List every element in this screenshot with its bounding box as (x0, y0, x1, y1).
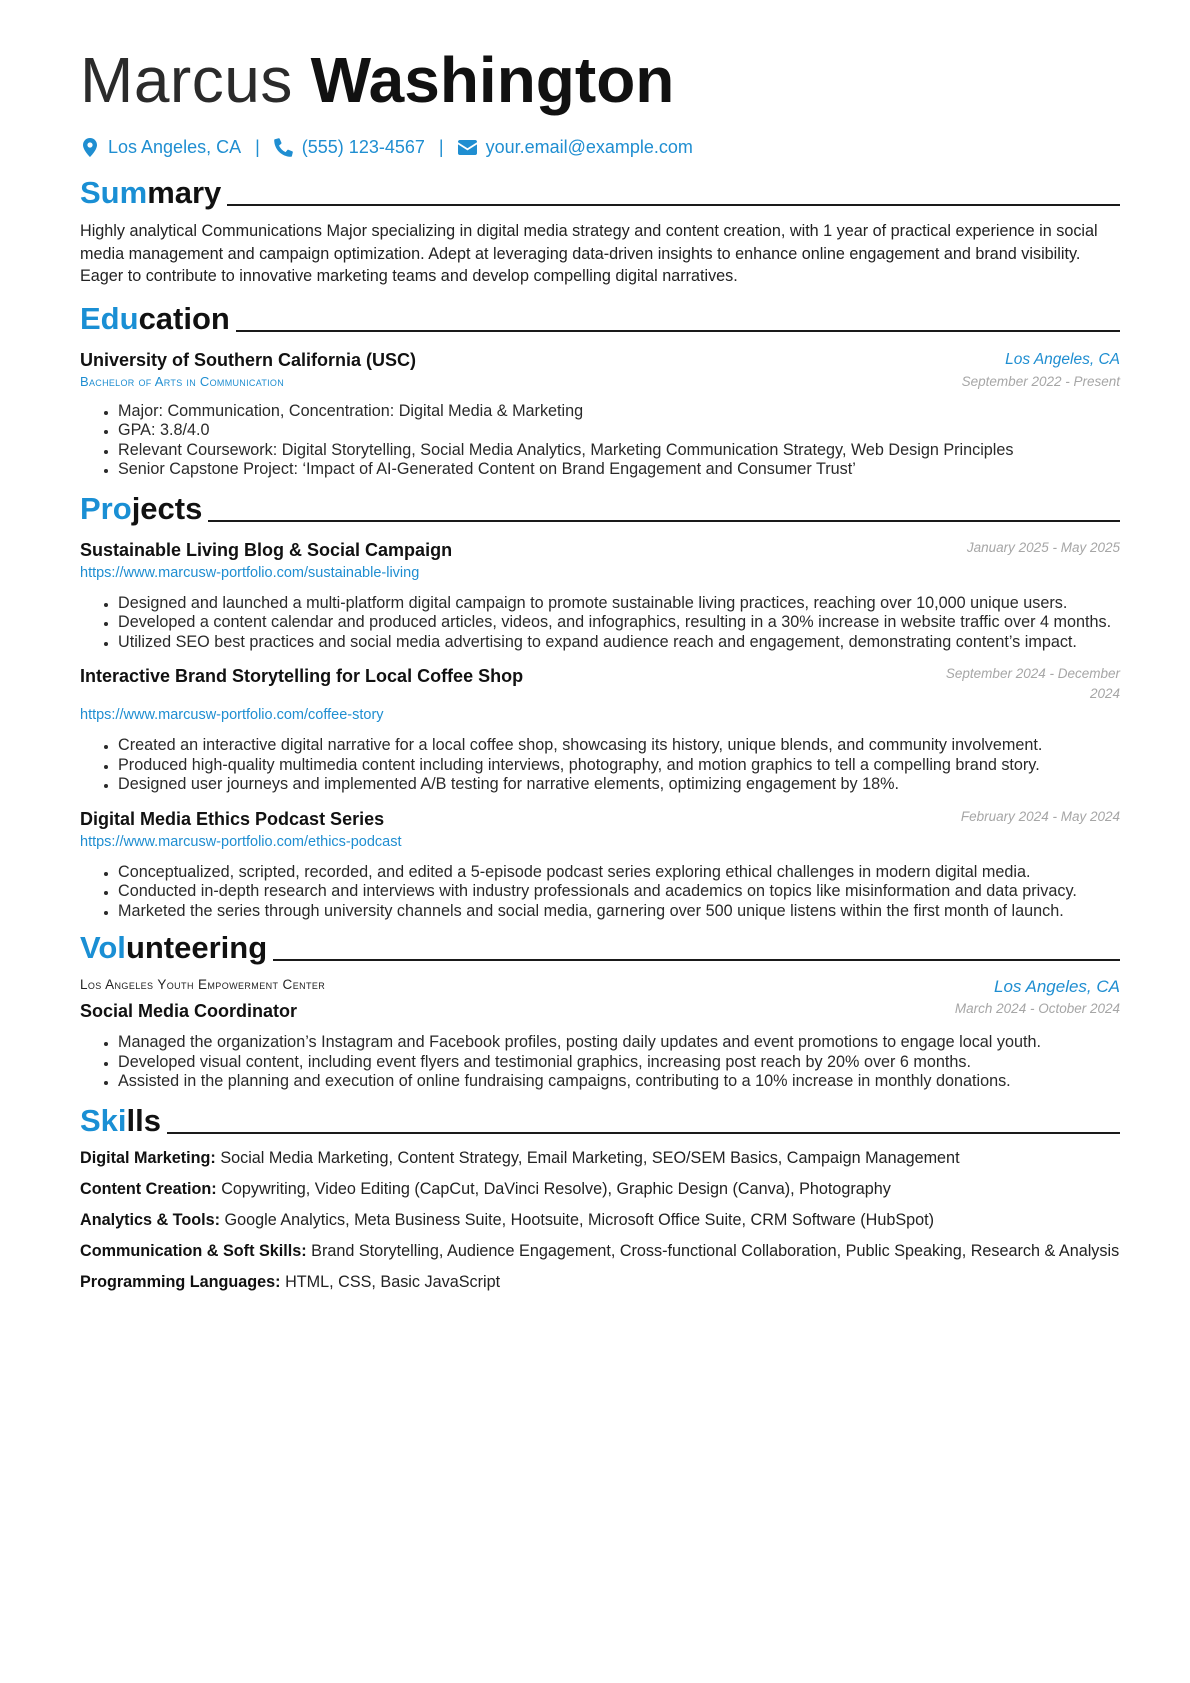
list-item: • Marketed the series through university channels and social media, garnering over 500 unique listens within the first month of launch. (118, 902, 1120, 922)
list-item: • Conducted in-depth research and interviews with industry professionals and academics on topics like misinformation and data privacy. (118, 882, 1120, 902)
title-accent: Ski (80, 1102, 127, 1138)
list-item: • Major: Communication, Concentration: Digital Media & Marketing (118, 402, 1120, 422)
project-name: Interactive Brand Storytelling for Local Coffee Shop (80, 666, 524, 686)
first-name: Marcus (80, 44, 293, 116)
project-bullets (80, 594, 1120, 653)
contact-separator: | (438, 136, 444, 157)
section-rule (273, 959, 1120, 961)
project-link[interactable]: https://www.marcusw-portfolio.com/ethics-podcast (80, 833, 402, 850)
project-name: Digital Media Ethics Podcast Series (80, 808, 385, 829)
project-name: Sustainable Living Blog & Social Campaign (80, 539, 453, 560)
project-link[interactable]: https://www.marcusw-portfolio.com/coffee-story (80, 707, 384, 723)
project-link[interactable]: https://www.marcusw-portfolio.com/sustainable-living (80, 564, 420, 581)
section-rule (208, 520, 1120, 522)
title-rest: jects (131, 490, 203, 526)
location-text: Los Angeles, CA (108, 136, 242, 157)
last-name: Washington (310, 44, 675, 116)
skill-line (80, 1240, 1120, 1262)
skills-heading (80, 1102, 1120, 1138)
volunteering-date: March 2024 - October 2024 (954, 1001, 1120, 1016)
title-accent: Pro (80, 490, 132, 526)
school-name: University of Southern California (USC) (80, 349, 417, 370)
title-rest: lls (126, 1102, 161, 1138)
project-date-line: September 2024 - December (945, 666, 1120, 681)
contact-phone[interactable] (274, 137, 425, 158)
list-item: • Developed a content calendar and produced articles, videos, and infographics, resulting in a 30% increase in website traffic over 4 months. (118, 613, 1120, 633)
title-accent: Edu (80, 300, 139, 336)
skill-label: Content Creation: (80, 1179, 217, 1198)
volunteering-role: Social Media Coordinator (80, 1001, 298, 1021)
skill-line (80, 1178, 1120, 1200)
section-title (80, 1104, 161, 1138)
list-item: • Designed user journeys and implemented A/B testing for narrative elements, optimizing engagement by 18%. (118, 775, 1120, 795)
title-accent: Vol (80, 930, 126, 965)
section-title (80, 492, 202, 526)
skill-value: Google Analytics, Meta Business Suite, Hootsuite, Microsoft Office Suite, CRM Software (HubSpot) (224, 1210, 935, 1229)
email-text: your.email@example.com (485, 136, 693, 157)
contact-email[interactable] (458, 137, 693, 158)
list-item: • Developed visual content, including event flyers and testimonial graphics, increasing post reach by 20% over 6 months. (118, 1053, 1120, 1073)
skill-value: Brand Storytelling, Audience Engagement, Cross-functional Collaboration, Public Speaking, Research & Analysis (311, 1241, 1120, 1260)
section-rule (227, 204, 1120, 206)
section-rule (236, 330, 1120, 332)
project-date: February 2024 - May 2024 (960, 808, 1120, 824)
project-entry (80, 807, 1120, 922)
phone-icon (274, 137, 294, 157)
volunteering-location: Los Angeles, CA (994, 977, 1120, 996)
summary-heading (80, 174, 1120, 210)
skill-line (80, 1271, 1120, 1293)
phone-text: (555) 123-4567 (301, 136, 425, 157)
skill-value: Social Media Marketing, Content Strategy, Email Marketing, SEO/SEM Basics, Campaign Management (220, 1148, 960, 1167)
skill-value: Copywriting, Video Editing (CapCut, DaVinci Resolve), Graphic Design (Canva), Photography (221, 1179, 891, 1198)
list-item: • Managed the organization’s Instagram and Facebook profiles, posting daily updates and event promotions to engage local youth. (118, 1033, 1120, 1053)
title-accent: Sum (80, 175, 148, 210)
projects-heading (80, 490, 1120, 526)
project-date (946, 664, 1120, 704)
section-rule (167, 1132, 1120, 1134)
school-location: Los Angeles, CA (1005, 350, 1120, 368)
education-entry (80, 348, 1120, 480)
list-item: • GPA: 3.8/4.0 (118, 421, 1120, 441)
project-bullets (80, 736, 1120, 795)
list-item: • Designed and launched a multi-platform digital campaign to promote sustainable living practices, reaching over 10,000 unique users. (118, 594, 1120, 614)
organization-name: Los Angeles Youth Empowerment Center (80, 977, 326, 992)
full-name (80, 44, 1120, 116)
envelope-icon (458, 137, 478, 157)
volunteering-entry (80, 975, 1120, 1092)
section-title (80, 931, 267, 965)
skill-label: Programming Languages: (80, 1272, 281, 1291)
skill-label: Communication & Soft Skills: (80, 1241, 307, 1260)
education-heading (80, 300, 1120, 336)
summary-text: Highly analytical Communications Major specializing in digital media strategy and content creation, with 1 year of practical experience in social media management and campaign optimization. Adept at leveraging data-driven insights to enhance online engagement and brand visibility. Eager to contribute to innovative marketing teams and develop compelling digital narratives. (80, 222, 1098, 285)
list-item: • Conceptualized, scripted, recorded, and edited a 5-episode podcast series exploring ethical challenges in modern digital media. (118, 863, 1120, 883)
skill-line (80, 1209, 1120, 1231)
title-rest: mary (147, 175, 222, 210)
project-bullets (80, 863, 1120, 922)
skills-list (80, 1147, 1120, 1293)
skill-label: Analytics & Tools: (80, 1210, 221, 1229)
skill-line (80, 1147, 1120, 1169)
volunteering-bullets (80, 1033, 1120, 1092)
project-date-line: 2024 (1089, 686, 1120, 701)
education-date: September 2022 - Present (961, 373, 1120, 389)
project-date: January 2025 - May 2025 (966, 539, 1120, 555)
project-entry (80, 538, 1120, 653)
list-item: • Assisted in the planning and execution of online fundraising campaigns, contributing to a 10% increase in monthly donations. (118, 1072, 1120, 1092)
project-entry (80, 664, 1120, 795)
list-item: • Utilized SEO best practices and social media advertising to expand audience reach and engagement, demonstrating content’s impact. (118, 633, 1120, 653)
title-rest: unteering (125, 930, 268, 965)
list-item: • Senior Capstone Project: ‘Impact of AI-Generated Content on Brand Engagement and Consumer Trust’ (118, 460, 1120, 480)
list-item: • Produced high-quality multimedia content including interviews, photography, and motion graphics to tell a compelling brand story. (118, 756, 1120, 776)
education-bullets (80, 402, 1120, 480)
degree: Bachelor of Arts in Communication (80, 373, 285, 389)
list-item: • Created an interactive digital narrative for a local coffee shop, showcasing its history, unique blends, and community involvement. (118, 736, 1120, 756)
section-title (80, 302, 230, 336)
contact-bar (80, 134, 1120, 160)
title-rest: cation (138, 300, 230, 336)
list-item: • Relevant Coursework: Digital Storytelling, Social Media Analytics, Marketing Communication Strategy, Web Design Principles (118, 441, 1120, 461)
contact-location (80, 137, 241, 158)
volunteering-heading (80, 929, 1120, 965)
skill-value: HTML, CSS, Basic JavaScript (285, 1272, 501, 1291)
contact-separator: | (255, 136, 260, 157)
section-title (80, 176, 221, 210)
map-pin-icon (80, 137, 100, 157)
skill-label: Digital Marketing: (80, 1148, 216, 1167)
